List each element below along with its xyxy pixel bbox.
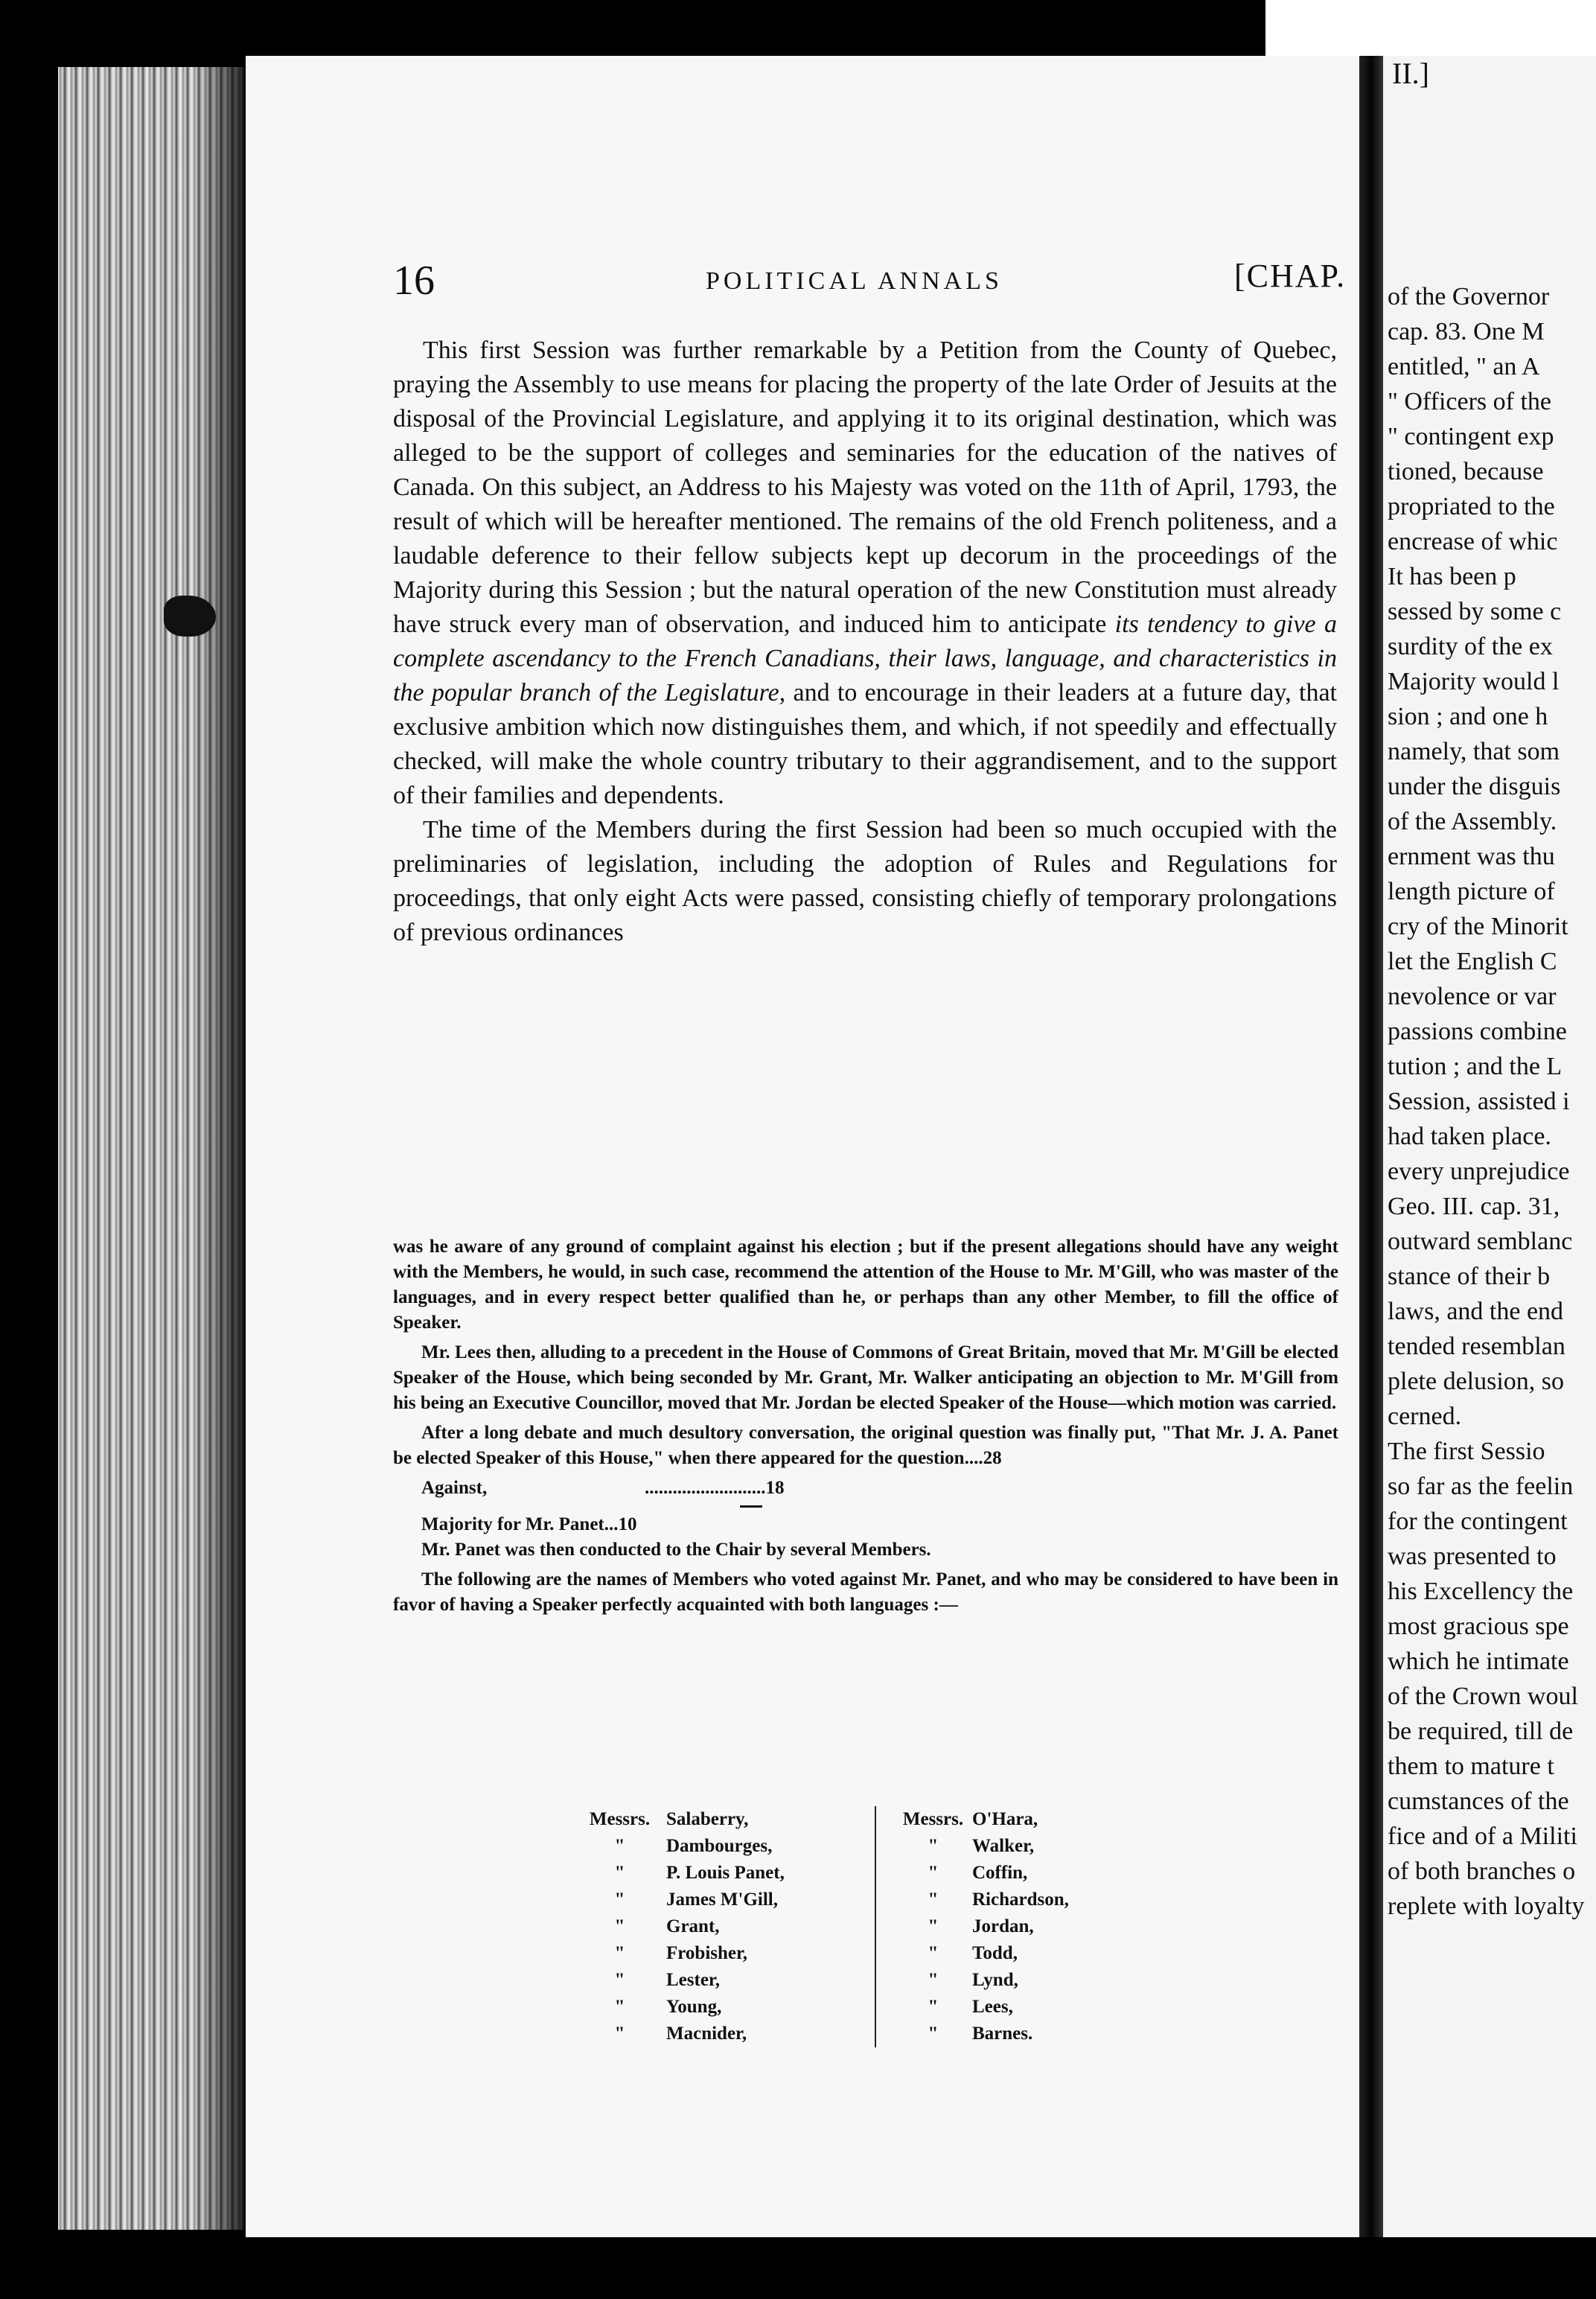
member-prefix: " (614, 1970, 625, 1990)
right-page-line: stance of their b (1388, 1263, 1551, 1290)
right-page-line: passions combine (1388, 1018, 1567, 1045)
right-page-line: encrease of whic (1388, 528, 1558, 555)
right-page-line: cry of the Minorit (1388, 913, 1568, 940)
right-page-line: The first Sessio (1388, 1438, 1545, 1465)
right-page-line: " contingent exp (1388, 423, 1554, 450)
member-prefix: " (614, 1943, 625, 1963)
member-prefix: " (928, 1916, 939, 1936)
chapter-label: [CHAP. (1234, 258, 1347, 294)
page-edge-mark (164, 596, 216, 637)
member-row (573, 2021, 875, 2047)
member-prefix: " (928, 1970, 939, 1990)
scan-top-edge (1265, 0, 1596, 60)
right-page-line: entitled, " an A (1388, 353, 1540, 380)
right-page-line: tended resemblan (1388, 1333, 1565, 1360)
right-page-line: let the English C (1388, 948, 1557, 975)
right-page-line: cumstances of the (1388, 1788, 1569, 1815)
right-page-line: of the Assembly. (1388, 808, 1557, 835)
majority-label: Majority for Mr. Panet (421, 1514, 604, 1534)
note-3 (393, 1420, 1338, 1471)
right-page-line: of the Crown woul (1388, 1683, 1578, 1710)
members-list (573, 1806, 1139, 2047)
for-count: ....28 (964, 1448, 1002, 1468)
right-page-line: most gracious spe (1388, 1613, 1569, 1640)
page-header (393, 257, 1347, 309)
member-prefix: " (928, 1997, 939, 2017)
member-name: Macnider, (666, 2024, 747, 2044)
member-name: James M'Gill, (666, 1890, 778, 1910)
member-name: Grant, (666, 1916, 720, 1936)
member-row (573, 1860, 875, 1887)
member-name: Frobisher, (666, 1943, 748, 1963)
right-page-line: fice and of a Militi (1388, 1823, 1577, 1850)
member-row (573, 1806, 875, 1833)
member-row (573, 1887, 875, 1913)
member-prefix: " (614, 1997, 625, 2017)
member-row (894, 1967, 1069, 1994)
member-name: Dambourges, (666, 1836, 773, 1856)
paragraph-1-italic: its tendency to give a complete ascendancy to the French Canadians, their laws, language, and characteristics in the popular branch of the Legislature, (393, 610, 1337, 707)
right-page-line: which he intimate (1388, 1648, 1569, 1675)
paragraph-2: The time of the Members during the first Session had been so much occupied with the preliminaries of legislation, including the adoption of Rules and Regulations for proceedings, that only eight Acts were passed, consisting chiefly of temporary prolongations of previous ordinances (393, 816, 1337, 946)
member-prefix: Messrs. (589, 1809, 651, 1829)
member-row (894, 1806, 1069, 1833)
member-prefix: " (928, 1836, 939, 1856)
note-5: The following are the names of Members who voted against Mr. Panet, and who may be considered to have been in favor of having a Speaker perfectly acquainted with both languages :— (393, 1569, 1338, 1615)
right-page-line: of both branches o (1388, 1858, 1576, 1885)
running-title: POLITICAL ANNALS (706, 267, 1003, 295)
paragraph-1 (393, 334, 1337, 813)
right-page-header: II.] (1392, 57, 1429, 90)
note-4: Mr. Panet was then conducted to the Chair by several Members. (421, 1540, 931, 1560)
right-page-line: had taken place. (1388, 1123, 1551, 1150)
paragraph-1-text: This first Session was further remarkable by a Petition from the County of Quebec, praying the Assembly to use means for placing the property of the late Order of Jesuits at the disposal of the Provincial Legislature, and applying it to its original destination, which was alleged to be the support of colleges and seminaries for the education of the natives of Canada. On this subject, an Address to his Majesty was voted on the 11th of April, 1793, the result of which will be hereafter mentioned. The remains of the old French politeness, and a laudable deference to their fellow subjects kept up decorum in the proceedings of the Majority during this Session ; but the natural operation of the new Constitution must already have struck every man of observation, and induced him to anticipate (393, 337, 1337, 638)
member-prefix: " (928, 2024, 939, 2044)
right-page-line: under the disguis (1388, 773, 1561, 800)
page-number: 16 (393, 258, 435, 304)
member-row (573, 1994, 875, 2021)
right-page-line: so far as the feelin (1388, 1473, 1574, 1500)
right-page-line: replete with loyalty (1388, 1893, 1585, 1920)
note-1: was he aware of any ground of complaint against his election ; but if the present allegations should have any weight with the Members, he would, in such case, recommend the attention of the House to Mr. M'Gill, who was master of the languages, and in every respect better qualified than he, or perhaps than any other Member, to fill the office of Speaker. (393, 1237, 1338, 1333)
member-row (894, 1860, 1069, 1887)
right-page-line: Session, assisted i (1388, 1088, 1570, 1115)
member-row (573, 1940, 875, 1967)
member-prefix: " (614, 1916, 625, 1936)
member-row (894, 1994, 1069, 2021)
right-page-line: laws, and the end (1388, 1298, 1564, 1325)
right-page-line: Geo. III. cap. 31, (1388, 1193, 1560, 1220)
right-page-line: plete delusion, so (1388, 1368, 1565, 1395)
member-name: Young, (666, 1997, 722, 2017)
member-row (894, 1887, 1069, 1913)
tally-rule (740, 1505, 762, 1508)
right-page-line: cerned. (1388, 1403, 1462, 1430)
right-page-line: propriated to the (1388, 493, 1555, 520)
against-row (421, 1476, 1338, 1501)
member-prefix: " (928, 1863, 939, 1883)
book-gutter (1359, 56, 1383, 2237)
member-row (573, 1833, 875, 1860)
main-text (393, 334, 1337, 950)
right-page-line: sion ; and one h (1388, 703, 1548, 730)
note-3-text: After a long debate and much desultory conversation, the original question was finally put, "That Mr. J. A. Panet be elected Speaker of this House," when there appeared for the question (393, 1423, 1338, 1468)
right-page (1383, 56, 1596, 2237)
member-name: P. Louis Panet, (666, 1863, 785, 1883)
vote-tally (421, 1476, 1338, 1537)
against-label: Against, (421, 1478, 488, 1498)
right-page-line: tioned, because (1388, 458, 1544, 485)
member-prefix: " (614, 1836, 625, 1856)
right-page-line: length picture of (1388, 878, 1555, 905)
member-name: Salaberry, (666, 1809, 749, 1829)
member-name: Lynd, (972, 1970, 1018, 1990)
member-prefix: " (614, 1863, 625, 1883)
members-column-2 (876, 1806, 1069, 2047)
member-prefix: " (928, 1890, 939, 1910)
note-2: Mr. Lees then, alluding to a precedent in the House of Commons of Great Britain, moved that Mr. M'Gill be elected Speaker of the House, which being seconded by Mr. Grant, Mr. Walker anticipating an objection to Mr. M'Gill from his being an Executive Councillor, moved that Mr. Jordan be elected Speaker of the House—which motion was carried. (393, 1342, 1338, 1413)
right-page-line: nevolence or var (1388, 983, 1557, 1010)
right-page-text (1388, 279, 1596, 1924)
right-page-line: of the Governor (1388, 283, 1550, 310)
right-page-line: tution ; and the L (1388, 1053, 1563, 1080)
right-page-line: namely, that som (1388, 738, 1560, 765)
member-name: O'Hara, (972, 1809, 1038, 1829)
right-page-line: be required, till de (1388, 1718, 1574, 1745)
member-row (894, 1940, 1069, 1967)
right-page-line: was presented to (1388, 1543, 1557, 1570)
majority-row (421, 1512, 1338, 1537)
right-page-line: ernment was thu (1388, 843, 1555, 870)
member-name: Richardson, (972, 1890, 1069, 1910)
right-page-line: surdity of the ex (1388, 633, 1553, 660)
member-row (894, 1833, 1069, 1860)
majority-count: ...10 (604, 1514, 637, 1534)
right-page-line: Majority would l (1388, 668, 1560, 695)
right-page-line: outward semblanc (1388, 1228, 1573, 1255)
member-name: Coffin, (972, 1863, 1028, 1883)
right-page-line: his Excellency the (1388, 1578, 1574, 1605)
member-name: Lester, (666, 1970, 720, 1990)
member-row (573, 1967, 875, 1994)
right-page-line: It has been p (1388, 563, 1516, 590)
right-page-line: for the contingent (1388, 1508, 1568, 1535)
member-prefix: " (614, 1890, 625, 1910)
members-column-1 (573, 1806, 876, 2047)
right-page-line: them to mature t (1388, 1753, 1554, 1780)
member-name: Barnes. (972, 2024, 1033, 2044)
right-page-line: sessed by some c (1388, 598, 1562, 625)
member-prefix: Messrs. (902, 1809, 964, 1829)
member-row (573, 1913, 875, 1940)
right-page-line: every unprejudice (1388, 1158, 1570, 1185)
footnote-block (393, 1234, 1338, 1622)
member-name: Jordan, (972, 1916, 1034, 1936)
right-page-line: " Officers of the (1388, 388, 1552, 415)
member-row (894, 2021, 1069, 2047)
paragraph-1-text-end: and to encourage in their leaders at a future day, that exclusive ambition which now distinguishes them, and which, if not speedily and effectually checked, will make the whole country tributary to their aggrandisement, and to the support of their families and dependents. (393, 679, 1337, 809)
member-prefix: " (928, 1943, 939, 1963)
member-prefix: " (614, 2024, 625, 2044)
member-name: Walker, (972, 1836, 1035, 1856)
member-name: Todd, (972, 1943, 1018, 1963)
member-row (894, 1913, 1069, 1940)
page-edge-shadow (194, 67, 246, 2230)
member-name: Lees, (972, 1997, 1013, 2017)
against-count: ..........................18 (645, 1478, 785, 1498)
right-page-line: cap. 83. One M (1388, 318, 1545, 345)
